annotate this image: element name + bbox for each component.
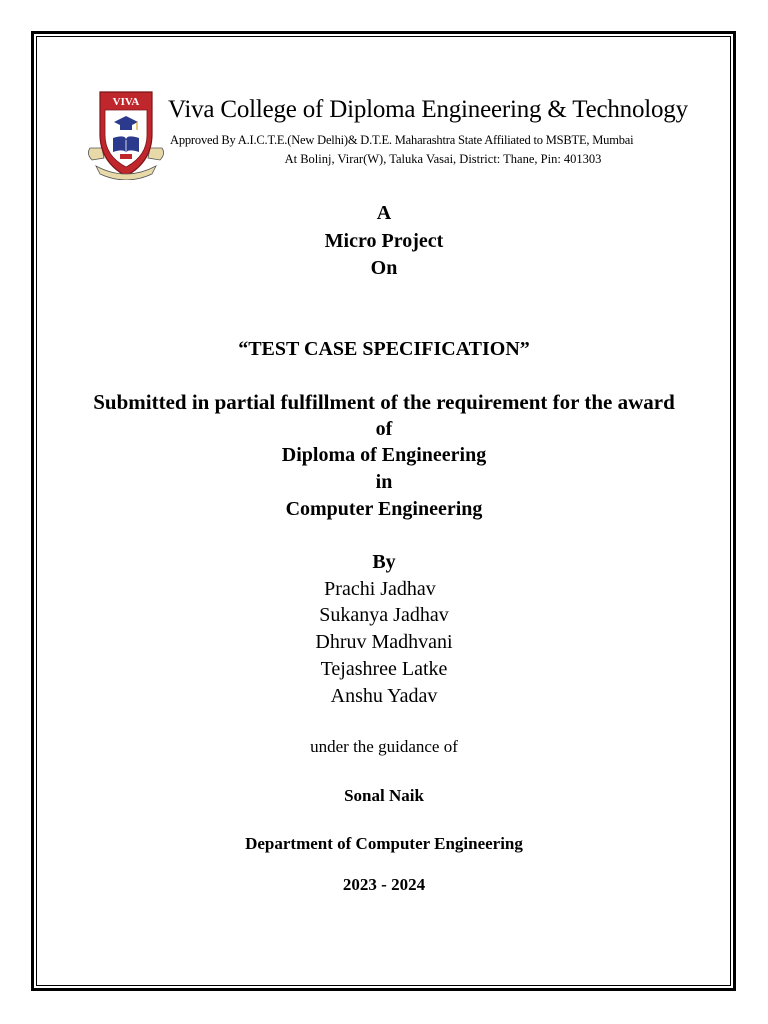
academic-year: 2023 - 2024 <box>342 875 426 894</box>
author-name: Prachi Jadhav <box>324 578 436 600</box>
college-address: At Bolinj, Virar(W), Taluka Vasai, District: Thane, Pin: 401303 <box>284 152 602 166</box>
by-label: By <box>372 551 396 573</box>
guidance-label: under the guidance of <box>310 737 458 756</box>
submission-line-diploma: Diploma of Engineering <box>281 444 487 466</box>
logo-text: VIVA <box>112 96 140 108</box>
college-name: Viva College of Diploma Engineering & Technology <box>168 96 688 123</box>
intro-line-on: On <box>370 257 398 279</box>
author-name: Dhruv Madhvani <box>315 631 453 653</box>
guide-name: Sonal Naik <box>344 786 424 805</box>
project-title: “TEST CASE SPECIFICATION” <box>238 338 530 360</box>
author-name: Sukanya Jadhav <box>319 604 449 626</box>
intro-line-a: A <box>376 202 392 224</box>
submission-line-in: in <box>375 471 393 493</box>
department-name: Department of Computer Engineering <box>245 834 523 853</box>
author-name: Anshu Yadav <box>330 685 438 707</box>
author-name: Tejashree Latke <box>320 658 448 680</box>
submission-line-of: of <box>375 418 393 440</box>
intro-line-micro-project: Micro Project <box>324 230 444 252</box>
submission-line-branch: Computer Engineering <box>285 498 483 520</box>
submission-line-1: Submitted in partial fulfillment of the requirement for the award <box>93 390 675 414</box>
college-approval: Approved By A.I.C.T.E.(New Delhi)& D.T.E. Maharashtra State Affiliated to MSBTE, Mumbai <box>170 133 634 147</box>
